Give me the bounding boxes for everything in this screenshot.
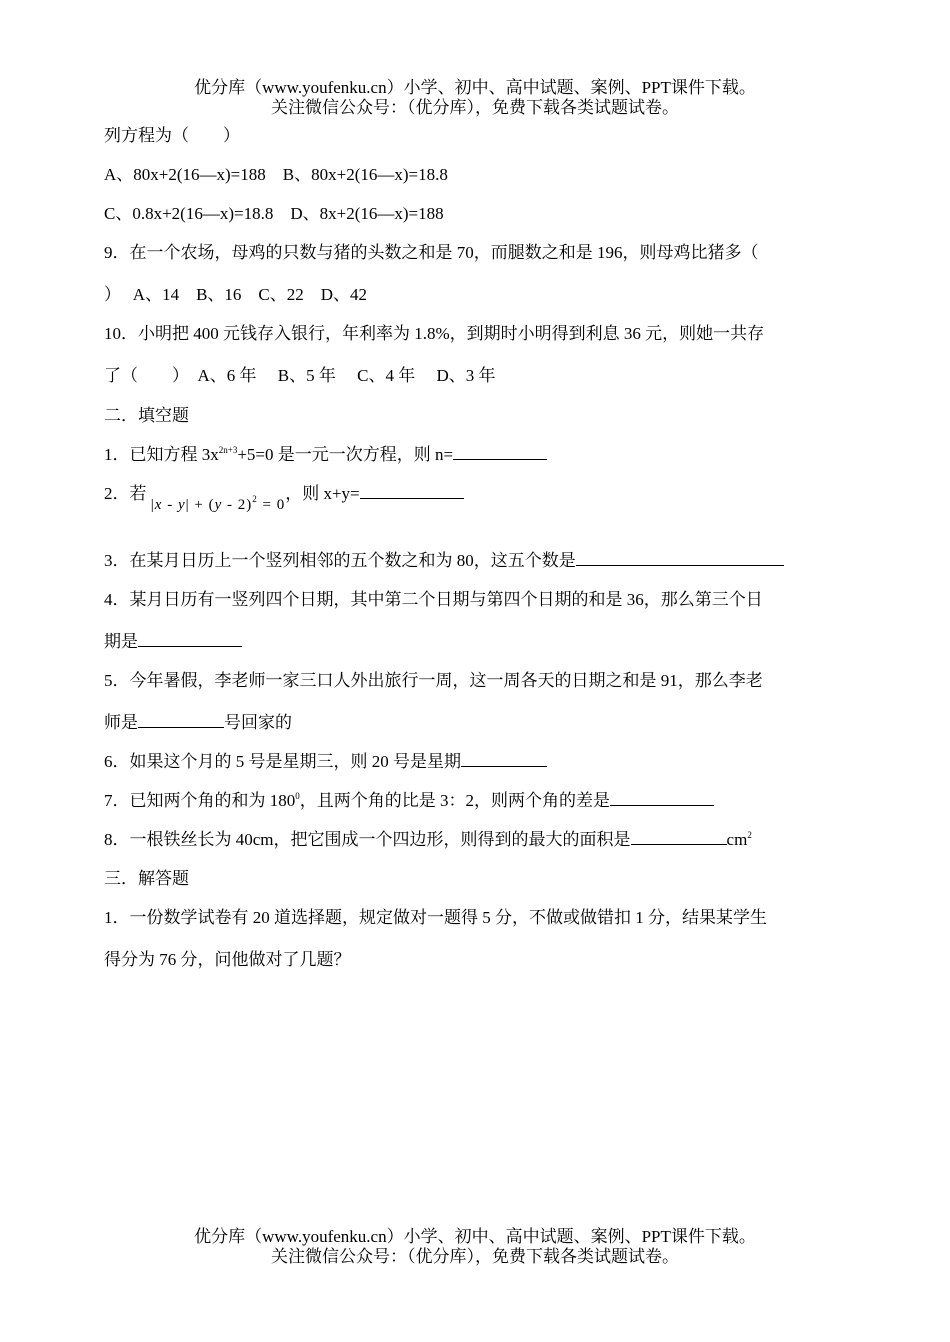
fill-q2-blank[interactable] <box>360 482 464 499</box>
fill-q8-text: 8．一根铁丝长为 40cm，把它围成一个四边形，则得到的最大的面积是 <box>104 830 631 849</box>
fill-q7-post: ，且两个角的比是 3：2，则两个角的差是 <box>299 791 610 810</box>
fill-q2-post: ，则 x+y= <box>285 484 360 503</box>
solve-q1-line-2: 得分为 76 分，问他做对了几题？ <box>104 950 351 969</box>
q10-line-2: 了（ ） A、6 年 B、5 年 C、4 年 D、3 年 <box>104 366 496 385</box>
fill-q4-line-2 <box>104 627 242 652</box>
fill-q8 <box>104 825 752 850</box>
fill-q5-line-2 <box>104 708 292 733</box>
fill-q6 <box>104 747 547 772</box>
fill-q5-post: 号回家的 <box>224 713 292 732</box>
q8-tail: 列方程为（ ） <box>104 126 240 145</box>
fill-q3-text: 3．在某月日历上一个竖列相邻的五个数之和为 80，这五个数是 <box>104 551 576 570</box>
fill-q6-blank[interactable] <box>461 750 547 767</box>
fill-q1-post: +5=0 是一元一次方程，则 n= <box>237 445 454 464</box>
fill-q3 <box>104 546 784 571</box>
fill-q5-pre: 师是 <box>104 713 138 732</box>
fill-q8-blank[interactable] <box>631 828 727 845</box>
q10-line-1: 10．小明把 400 元钱存入银行，年利率为 1.8%，到期时小明得到利息 36 元，则她一共存 <box>104 324 765 343</box>
q9-line-1: 9．在一个农场，母鸡的只数与猪的头数之和是 70，而腿数之和是 196，则母鸡比猪多（ <box>104 243 759 262</box>
header-line-1: 优分库（www.youfenku.cn）小学、初中、高中试题、案例、PPT课件下载。 <box>194 78 756 97</box>
fill-q2-formula: |x - y| + (y - 2)$^2$ = 0 <box>150 494 286 513</box>
fill-q5-blank[interactable] <box>138 711 224 728</box>
fill-q7-degree: 0 <box>295 791 300 801</box>
fill-q2-pre: 2．若 <box>104 484 147 503</box>
fill-q8-unit: cm <box>726 830 748 849</box>
q9-line-2: ） A、14 B、16 C、22 D、42 <box>104 285 368 304</box>
fill-q4-line-1: 4．某月日历有一竖列四个日期，其中第二个日期与第四个日期的和是 36，那么第三个日 <box>104 590 763 609</box>
fill-q1-exponent: 2n+3 <box>218 445 238 455</box>
fill-q1-blank[interactable] <box>453 443 547 460</box>
fill-q2 <box>104 479 464 513</box>
header-line-2: 关注微信公众号：（优分库），免费下载各类试题试卷。 <box>271 98 679 117</box>
fill-q7-blank[interactable] <box>610 789 714 806</box>
footer-line-2: 关注微信公众号：（优分库），免费下载各类试题试卷。 <box>271 1247 679 1266</box>
section-heading-fill-blank: 二．填空题 <box>104 406 189 425</box>
q8-options-cd: C、0.8x+2(16—x)=18.8 D、8x+2(16—x)=188 <box>104 204 444 223</box>
fill-q4-text: 期是 <box>104 632 138 651</box>
fill-q5-line-1: 5．今年暑假，李老师一家三口人外出旅行一周，这一周各天的日期之和是 91，那么李老 <box>104 671 763 690</box>
fill-q1 <box>104 440 547 465</box>
fill-q8-unit-exponent: 2 <box>747 830 752 840</box>
q8-options-ab: A、80x+2(16—x)=188 B、80x+2(16—x)=18.8 <box>104 165 448 184</box>
footer-line-1: 优分库（www.youfenku.cn）小学、初中、高中试题、案例、PPT课件下载。 <box>194 1227 756 1246</box>
section-heading-solve: 三．解答题 <box>104 869 189 888</box>
fill-q3-blank[interactable] <box>576 549 784 566</box>
fill-q7-pre: 7．已知两个角的和为 180 <box>104 791 296 810</box>
fill-q7 <box>104 786 714 811</box>
solve-q1-line-1: 1．一份数学试卷有 20 道选择题，规定做对一题得 5 分，不做或做错扣 1 分，结果某学生 <box>104 908 767 927</box>
fill-q1-pre: 1．已知方程 3x <box>104 445 219 464</box>
fill-q4-blank[interactable] <box>138 630 242 647</box>
fill-q6-text: 6．如果这个月的 5 号是星期三，则 20 号是星期 <box>104 752 461 771</box>
